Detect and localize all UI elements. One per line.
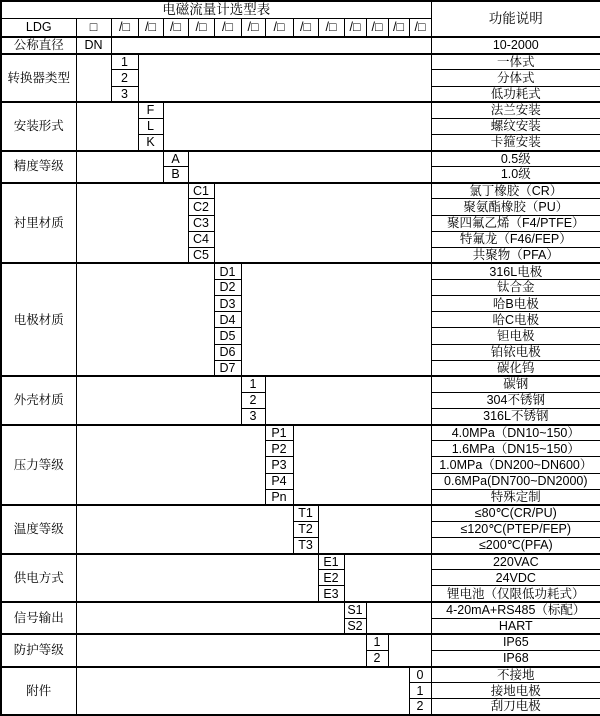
- model-slash-code-box: /□: [409, 18, 431, 37]
- code-cell: C2: [188, 199, 214, 215]
- code-cell: E2: [318, 570, 344, 586]
- description-cell: 304不锈钢: [431, 392, 600, 408]
- category-cell: 安装形式: [1, 102, 76, 150]
- description-cell: ≤200℃(PFA): [431, 538, 600, 554]
- code-cell: 2: [241, 392, 265, 408]
- table-row: [1, 667, 600, 683]
- model-slash-code-box: /□: [344, 18, 366, 37]
- description-cell: 一体式: [431, 54, 600, 70]
- code-cell: C5: [188, 247, 214, 263]
- code-cell: 2: [409, 699, 431, 715]
- spacer-cell: [366, 602, 431, 634]
- code-cell: D4: [214, 312, 241, 328]
- code-cell: L: [138, 118, 163, 134]
- description-cell: 0.6MPa(DN700~DN2000): [431, 473, 600, 489]
- code-cell: D2: [214, 280, 241, 296]
- spacer-cell: [188, 151, 431, 183]
- spacer-cell: [76, 667, 409, 715]
- model-slash-code-box: /□: [138, 18, 163, 37]
- model-slash-code-box: /□: [388, 18, 409, 37]
- table-row: [1, 54, 600, 70]
- table-row: [1, 151, 600, 167]
- table-row: [1, 505, 600, 521]
- category-cell: 转换器类型: [1, 54, 76, 102]
- description-cell: 1.6MPa（DN15~150）: [431, 441, 600, 457]
- code-cell: A: [163, 151, 188, 167]
- table-title: 电磁流量计选型表: [1, 1, 431, 18]
- code-cell: E3: [318, 586, 344, 602]
- description-cell: 分体式: [431, 70, 600, 86]
- code-cell: T3: [293, 538, 318, 554]
- description-cell: 哈C电极: [431, 312, 600, 328]
- description-cell: 法兰安装: [431, 102, 600, 118]
- table-row: [1, 183, 600, 199]
- spacer-cell: [76, 376, 241, 424]
- code-cell: P2: [265, 441, 293, 457]
- description-cell: 接地电极: [431, 683, 600, 699]
- model-slash-code-box: /□: [214, 18, 241, 37]
- code-cell: P1: [265, 425, 293, 441]
- category-cell: 供电方式: [1, 554, 76, 602]
- table-row: [1, 425, 600, 441]
- description-cell: 低功耗式: [431, 86, 600, 102]
- code-cell: F: [138, 102, 163, 118]
- model-slash-code-box: /□: [188, 18, 214, 37]
- spacer-cell: [163, 102, 431, 150]
- code-cell: 3: [241, 409, 265, 425]
- description-cell: 24VDC: [431, 570, 600, 586]
- description-cell: 碳化钨: [431, 360, 600, 376]
- table-row: [1, 554, 600, 570]
- description-cell: IP68: [431, 650, 600, 666]
- code-cell: D7: [214, 360, 241, 376]
- model-slash-code-box: /□: [366, 18, 388, 37]
- description-cell: 1.0MPa（DN200~DN600）: [431, 457, 600, 473]
- model-slash-code-box: /□: [241, 18, 265, 37]
- category-cell: 温度等级: [1, 505, 76, 553]
- code-cell: C1: [188, 183, 214, 199]
- code-cell: D1: [214, 263, 241, 279]
- spacer-cell: [76, 425, 265, 506]
- description-cell: 220VAC: [431, 554, 600, 570]
- model-slash-code-box: /□: [163, 18, 188, 37]
- model-slash-code-box: /□: [293, 18, 318, 37]
- spacer-cell: [76, 151, 163, 183]
- description-cell: 哈B电极: [431, 296, 600, 312]
- category-cell: 精度等级: [1, 151, 76, 183]
- spacer-cell: [111, 37, 431, 54]
- description-cell: 316L电极: [431, 263, 600, 279]
- spacer-cell: [76, 183, 188, 264]
- description-cell: 铂铱电极: [431, 344, 600, 360]
- code-cell: 1: [111, 54, 138, 70]
- description-cell: IP65: [431, 634, 600, 650]
- spacer-cell: [76, 54, 111, 102]
- code-cell: B: [163, 167, 188, 183]
- code-cell: 2: [366, 650, 388, 666]
- code-cell: 1: [241, 376, 265, 392]
- category-cell: 防护等级: [1, 634, 76, 666]
- code-cell: 1: [366, 634, 388, 650]
- description-cell: 特氟龙（F46/FEP）: [431, 231, 600, 247]
- title-row: [1, 1, 600, 18]
- code-cell: C3: [188, 215, 214, 231]
- description-cell: 1.0级: [431, 167, 600, 183]
- category-cell: 衬里材质: [1, 183, 76, 264]
- model-slash-code-box: /□: [265, 18, 293, 37]
- description-cell: 10-2000: [431, 37, 600, 54]
- spacer-cell: [241, 263, 431, 376]
- code-cell: 2: [111, 70, 138, 86]
- description-cell: 0.5级: [431, 151, 600, 167]
- code-cell: T2: [293, 521, 318, 537]
- description-cell: 聚氨酯橡胶（PU）: [431, 199, 600, 215]
- table-row: [1, 102, 600, 118]
- model-slash-code-box: /□: [111, 18, 138, 37]
- code-cell: DN: [76, 37, 111, 54]
- spacer-cell: [76, 602, 344, 634]
- category-cell: 电极材质: [1, 263, 76, 376]
- table-row: [1, 602, 600, 618]
- code-cell: P3: [265, 457, 293, 473]
- code-cell: D3: [214, 296, 241, 312]
- description-cell: HART: [431, 618, 600, 634]
- category-cell: 信号输出: [1, 602, 76, 634]
- code-cell: E1: [318, 554, 344, 570]
- code-cell: S1: [344, 602, 366, 618]
- code-cell: T1: [293, 505, 318, 521]
- category-cell: 压力等级: [1, 425, 76, 506]
- code-cell: S2: [344, 618, 366, 634]
- description-cell: 卡箍安装: [431, 134, 600, 150]
- description-cell: 碳钢: [431, 376, 600, 392]
- category-cell: 外壳材质: [1, 376, 76, 424]
- category-cell: 附件: [1, 667, 76, 715]
- spacer-cell: [76, 102, 138, 150]
- description-cell: ≤120℃(PTEP/FEP): [431, 521, 600, 537]
- code-cell: K: [138, 134, 163, 150]
- table-row: [1, 263, 600, 279]
- spacer-cell: [388, 634, 431, 666]
- spacer-cell: [214, 183, 431, 264]
- description-cell: ≤80℃(CR/PU): [431, 505, 600, 521]
- description-cell: 刮刀电极: [431, 699, 600, 715]
- spacer-cell: [293, 425, 431, 506]
- description-cell: 锂电池（仅限低功耗式）: [431, 586, 600, 602]
- model-first-code-box: □: [76, 18, 111, 37]
- description-cell: 螺纹安装: [431, 118, 600, 134]
- description-cell: 不接地: [431, 667, 600, 683]
- spacer-cell: [76, 554, 318, 602]
- description-cell: 钽电极: [431, 328, 600, 344]
- code-cell: Pn: [265, 489, 293, 505]
- category-cell: 公称直径: [1, 37, 76, 54]
- code-cell: 1: [409, 683, 431, 699]
- model-prefix: LDG: [1, 18, 76, 37]
- table-row: [1, 37, 600, 54]
- spacer-cell: [76, 634, 366, 666]
- description-cell: 特殊定制: [431, 489, 600, 505]
- spacer-cell: [344, 554, 431, 602]
- description-cell: 4-20mA+RS485（标配）: [431, 602, 600, 618]
- description-cell: 316L不锈钢: [431, 409, 600, 425]
- code-cell: 0: [409, 667, 431, 683]
- description-cell: 4.0MPa（DN10~150）: [431, 425, 600, 441]
- model-slash-code-box: /□: [318, 18, 344, 37]
- code-cell: P4: [265, 473, 293, 489]
- description-cell: 聚四氟乙烯（F4/PTFE）: [431, 215, 600, 231]
- description-cell: 钛合金: [431, 280, 600, 296]
- table-row: [1, 634, 600, 650]
- code-cell: C4: [188, 231, 214, 247]
- code-cell: D6: [214, 344, 241, 360]
- spacer-cell: [265, 376, 431, 424]
- code-cell: 3: [111, 86, 138, 102]
- spacer-cell: [76, 263, 214, 376]
- spacer-cell: [76, 505, 293, 553]
- code-cell: D5: [214, 328, 241, 344]
- spacer-cell: [318, 505, 431, 553]
- function-description-header: 功能说明: [431, 1, 600, 37]
- description-cell: 共聚物（PFA）: [431, 247, 600, 263]
- description-cell: 氯丁橡胶（CR）: [431, 183, 600, 199]
- table-row: [1, 376, 600, 392]
- spacer-cell: [138, 54, 431, 102]
